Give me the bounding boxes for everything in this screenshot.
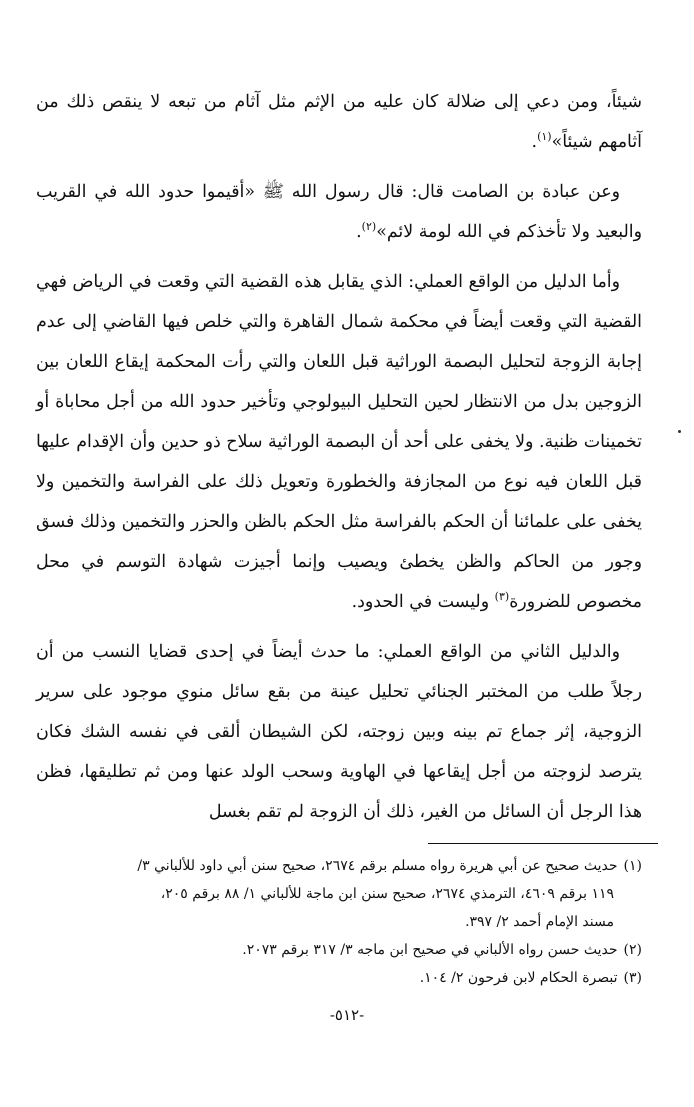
- footnote-separator: [428, 843, 658, 844]
- footnote-1: [36, 852, 642, 936]
- footnote-ref-3[interactable]: (٣): [494, 590, 510, 604]
- paragraph-1-tail: .: [531, 132, 538, 152]
- paragraph-2-text: وعن عبادة بن الصامت قال: قال رسول الله ﷺ «أقيموا حدود الله في القريب والبعيد ولا تأخذكم في الله لومة لائم»: [36, 182, 642, 242]
- footnote-2-number: (٢): [623, 942, 642, 958]
- footnote-3-number: (٣): [623, 970, 642, 986]
- footnote-1-line-3: مسند الإمام أحمد ٢/ ٣٩٧.: [465, 914, 614, 930]
- scan-speck: [678, 430, 681, 433]
- paragraph-4: [36, 632, 642, 832]
- footnote-3-line-1: تبصرة الحكام لابن فرحون ٢/ ١٠٤.: [419, 970, 618, 986]
- footnote-1-number: (١): [623, 858, 642, 874]
- footnote-3: [36, 964, 642, 992]
- paragraph-2-tail: .: [356, 222, 362, 242]
- paragraph-3: [36, 262, 642, 622]
- footnotes: [36, 852, 642, 992]
- footnote-1-line-2: ١١٩ برقم ٤٦٠٩، الترمذي ٢٦٧٤، صحيح سنن ابن ماجة للألباني ١/ ٨٨ برقم ٢٠٥،: [160, 886, 614, 902]
- page-body: [36, 82, 642, 832]
- footnote-1-line-1: حديث صحيح عن أبي هريرة رواه مسلم برقم ٢٦٧٤، صحيح سنن أبي داود للألباني ٣/: [137, 858, 618, 874]
- paragraph-1: [36, 82, 642, 162]
- paragraph-4-text: والدليل الثاني من الواقع العملي: ما حدث أيضاً في إحدى قضايا النسب من أن رجلاً طلب من المختبر الجنائي تحليل عينة من بقع سائل منوي موجود على سرير الزوجية، إثر جماع تم بينه وبين زوجته، لكن الشيطان ألقى في نفسه الشك فكان يترصد لزوجته من أجل إيقاعها في الهاوية وسحب الولد عنها ومن ثم تطليقها، فظن هذا الرجل أن السائل من الغير، ذلك أن الزوجة لم تقم بغسل: [36, 642, 642, 822]
- page-number: -٥١٢-: [329, 1006, 365, 1024]
- footnote-2: [36, 936, 642, 964]
- paragraph-3-tail: وليست في الحدود.: [351, 592, 495, 612]
- paragraph-1-text: شيئاً، ومن دعي إلى ضلالة كان عليه من الإثم مثل آثام من تبعه لا ينقص ذلك من آثامهم شيئاً»: [36, 92, 642, 152]
- paragraph-2: [36, 172, 642, 252]
- footnote-ref-2[interactable]: (٢): [361, 220, 377, 234]
- footnote-ref-1[interactable]: (١): [537, 130, 552, 144]
- footnote-2-line-1: حديث حسن رواه الألباني في صحيح ابن ماجه ٣/ ٣١٧ برقم ٢٠٧٣.: [242, 942, 618, 958]
- paragraph-3-text: وأما الدليل من الواقع العملي: الذي يقابل هذه القضية التي وقعت في الرياض فهي القضية التي وقعت أيضاً في محكمة شمال القاهرة والتي خلص فيها القاضي إلى عدم إجابة الزوجة لتحليل البصمة الوراثية قبل اللعان والتي رأت المحكمة إيقاع اللعان بين الزوجين بدل من الانتظار لحين التحليل البيولوجي وتأخير حدود الله من أجل محاباة أو تخمينات ظنية. ولا يخفى على أحد أن البصمة الوراثية سلاح ذو حدين وأن الإقدام عليها قبل اللعان فيه نوع من المجازفة والخطورة وتعويل ذلك على الفراسة والتخمين ولا يخفى على علمائنا أن الحكم بالفراسة مثل الحكم بالظن والحزر والتخمين وذلك فسق وجور من الحاكم والظن يخطئ ويصيب وإنما أجيزت شهادة التوسم في محل مخصوص للضرورة: [36, 272, 642, 612]
